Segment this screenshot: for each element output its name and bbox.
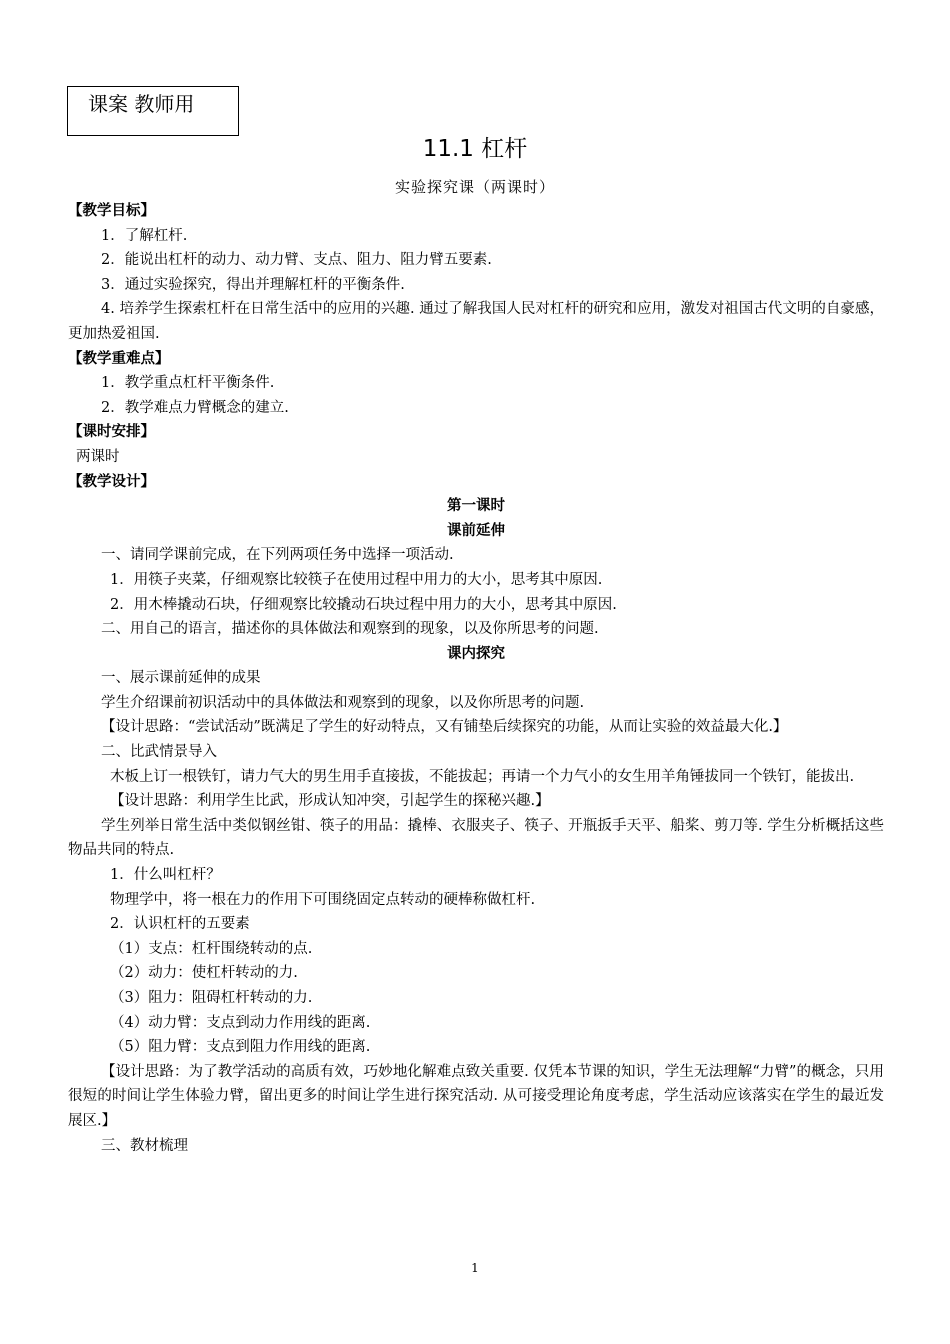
design-note: 【设计思路：“尝试活动”既满足了学生的好动特点，又有铺垫后续探究的功能，从而让实验的效益最大化.】 bbox=[101, 719, 788, 736]
page-subtitle: 实验探究课（两课时） bbox=[394, 178, 555, 196]
paragraph: 3．通过实验探究，得出并理解杠杆的平衡条件. bbox=[101, 276, 405, 293]
section-heading: 【教学重难点】 bbox=[68, 350, 170, 367]
paragraph: 1．了解杠杆. bbox=[101, 227, 188, 244]
paragraph: 2．能说出杠杆的动力、动力臂、支点、阻力、阻力臂五要素. bbox=[101, 252, 492, 269]
list-item: （3）阻力：阻碍杠杆转动的力. bbox=[110, 990, 313, 1006]
section-heading: 【课时安排】 bbox=[68, 424, 155, 441]
section-heading: 【教学设计】 bbox=[68, 473, 155, 490]
section-heading: 【教学目标】 bbox=[68, 203, 155, 219]
page-title: 11.1 杠杆 bbox=[422, 136, 528, 162]
paragraph: 一、请同学课前完成，在下列两项任务中选择一项活动. bbox=[101, 547, 454, 564]
list-item: （1）支点：杠杆围绕转动的点. bbox=[110, 940, 313, 957]
document-body bbox=[68, 199, 884, 1158]
paragraph: 两课时 bbox=[76, 448, 120, 465]
list-item: （4）动力臂：支点到动力作用线的距离. bbox=[110, 1014, 371, 1031]
paragraph: 木板上订一根铁钉，请力气大的男生用手直接拔，不能拔起；再请一个力气小的女生用羊角锤拔同一个铁钉，能拔出. bbox=[110, 768, 855, 785]
paragraph: 学生列举日常生活中类似钢丝钳、筷子的用品：撬棒、衣服夹子、筷子、开瓶扳手天平、船桨、剪刀等. 学生分析概括这些物品共同的特点. bbox=[68, 817, 884, 859]
paragraph: 1．什么叫杠杆？ bbox=[110, 867, 221, 884]
paragraph: 物理学中，将一根在力的作用下可围绕固定点转动的硬棒称做杠杆. bbox=[110, 891, 536, 908]
design-note: 【设计思路：利用学生比武，形成认知冲突，引起学生的探秘兴趣.】 bbox=[110, 793, 550, 810]
design-note: 【设计思路：为了教学活动的高质有效，巧妙地化解难点致关重要. 仅凭本节课的知识，学生无法理解“力臂”的概念，只用很短的时间让学生体验力臂，留出更多的时间让学生进行探究活动. 从可接受理论角度考虑，学生活动应该落实在学生的最近发展区.】 bbox=[68, 1063, 884, 1129]
lesson-heading: 课内探究 bbox=[447, 645, 505, 662]
lesson-heading: 课前延伸 bbox=[447, 522, 505, 539]
list-item: （2）动力：使杠杆转动的力. bbox=[110, 965, 298, 982]
usage-tag-box: 课案 教师用 bbox=[67, 86, 239, 136]
list-item: （5）阻力臂：支点到阻力作用线的距离. bbox=[110, 1039, 371, 1056]
paragraph: 1．教学重点杠杆平衡条件. bbox=[101, 375, 275, 392]
paragraph: 三、教材梳理 bbox=[101, 1137, 188, 1154]
paragraph: 2．教学难点力臂概念的建立. bbox=[101, 399, 289, 416]
paragraph: 2．用木棒撬动石块，仔细观察比较撬动石块过程中用力的大小，思考其中原因. bbox=[110, 596, 617, 613]
paragraph: 2．认识杠杆的五要素 bbox=[110, 916, 250, 933]
paragraph: 学生介绍课前初识活动中的具体做法和观察到的现象，以及你所思考的问题. bbox=[101, 694, 585, 711]
paragraph: 二、用自己的语言，描述你的具体做法和观察到的现象，以及你所思考的问题. bbox=[101, 621, 599, 638]
page-number: 1 bbox=[471, 1261, 479, 1275]
paragraph: 一、展示课前延伸的成果 bbox=[101, 670, 261, 687]
lesson-heading: 第一课时 bbox=[447, 498, 505, 515]
paragraph: 二、比武情景导入 bbox=[101, 744, 217, 761]
paragraph: 1．用筷子夹菜，仔细观察比较筷子在使用过程中用力的大小，思考其中原因. bbox=[110, 571, 603, 588]
paragraph: 4. 培养学生探索杠杆在日常生活中的应用的兴趣. 通过了解我国人民对杠杆的研究和应用，激发对祖国古代文明的自豪感，更加热爱祖国. bbox=[68, 301, 884, 342]
